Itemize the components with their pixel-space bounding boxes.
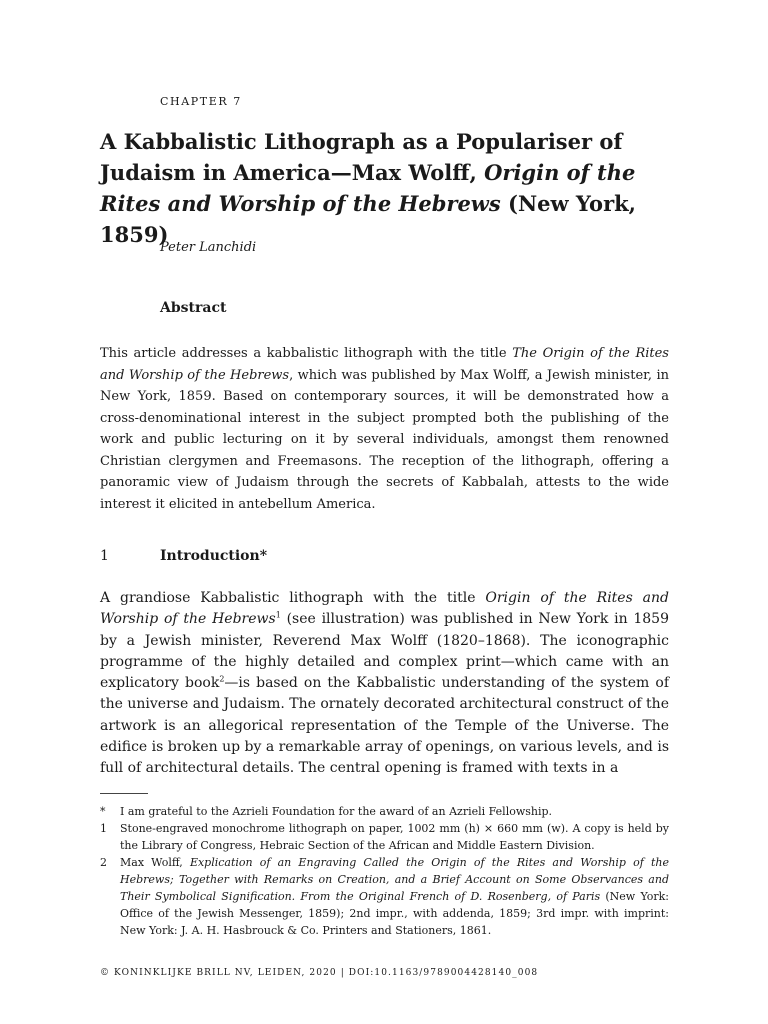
abstract-italic-title: The Origin of the Rites and Worship of the Hebrews — [100, 346, 669, 383]
footnote-mark: * — [100, 805, 106, 818]
intro-text-2: (see illustration) was published in New York in 1859 by a Jewish minister, Reverend Max Wolff (1820–1868). The iconographic programme of the highly detailed and complex print—which came with an explicatory book — [100, 611, 669, 692]
intro-text-1: A grandiose Kabbalistic lithograph with the title — [100, 590, 486, 606]
footnote-mark: 2 — [100, 856, 107, 869]
chapter-label: CHAPTER 7 — [160, 95, 242, 108]
footnote-text: I am grateful to the Azrieli Foundation for the award of an Azrieli Fellowship. — [120, 805, 553, 818]
abstract-text — [100, 343, 669, 515]
footnote — [100, 820, 669, 854]
footnote-text-b: (New York: Office of the Jewish Messenger, 1859); 2nd impr., with addenda, 1859; 3rd impr. with imprint: New York: J. A. H. Hasbrouck & Co. Printers and Stationers, 1861. — [120, 890, 669, 937]
author-name: Peter Lanchidi — [160, 240, 257, 255]
title-part-1: A Kabbalistic Lithograph as a Populariser of Judaism in America—Max Wolff, — [100, 129, 623, 185]
abstract-text-2: , which was published by Max Wolff, a Jewish minister, in New York, 1859. Based on contemporary sources, it will be demonstrated how a cross-denominational interest in the subject prompted both the publishing of the work and public lecturing on it by several individuals, amongst them renowned Christian clergymen and Freemasons. The reception of the lithograph, offering a panoramic view of Judaism through the secrets of Kabbalah, attests to the wide interest it elicited in antebellum America. — [100, 367, 670, 512]
title-part-3: (New York, 1859) — [100, 191, 636, 247]
footnote — [100, 854, 669, 939]
footnote-text: Stone-engraved monochrome lithograph on paper, 1002 mm (h) × 660 mm (w). A copy is held by the Library of Congress, Hebraic Section of the African and Middle Eastern Division. — [120, 822, 669, 852]
abstract-heading: Abstract — [160, 300, 227, 316]
footnotes — [100, 803, 669, 939]
introduction-paragraph — [100, 588, 669, 780]
footnote-ref-2[interactable]: 2 — [219, 674, 225, 684]
intro-text-3: —is based on the Kabbalistic understanding of the system of the universe and Judaism. The ornately decorated architectural construct of the artwork is an allegorical representation of the Temple of the Universe. The edifice is broken up by a remarkable array of openings, on various levels, and is full of architectural details. The central opening is framed with texts in a — [100, 675, 670, 777]
footnote-mark: 1 — [100, 822, 107, 835]
title-italic-work: Origin of the Rites and Worship of the Hebrews — [100, 160, 636, 216]
footnote — [100, 803, 669, 820]
section-title: Introduction* — [160, 548, 268, 564]
footnote-italic-title: Explication of an Engraving Called the Origin of the Rites and Worship of the Hebrews; Together with Remarks on Creation, and a Brief Account on Some Observances and Their Symbolical Signification. From the Original French of D. Rosenberg, of Paris — [120, 856, 669, 903]
page-footer: © KONINKLIJKE BRILL NV, LEIDEN, 2020 | DOI:10.1163/9789004428140_008 — [100, 968, 539, 978]
section-number: 1 — [100, 548, 109, 564]
footnote-divider — [100, 793, 148, 794]
chapter-title — [100, 126, 680, 250]
abstract-text-1: This article addresses a kabbalistic lithograph with the title — [100, 346, 513, 361]
footnote-ref-1[interactable]: 1 — [275, 610, 281, 620]
intro-italic-title: Origin of the Rites and Worship of the Hebrews — [100, 590, 669, 628]
footnote-text-a: Max Wolff, — [120, 856, 190, 869]
